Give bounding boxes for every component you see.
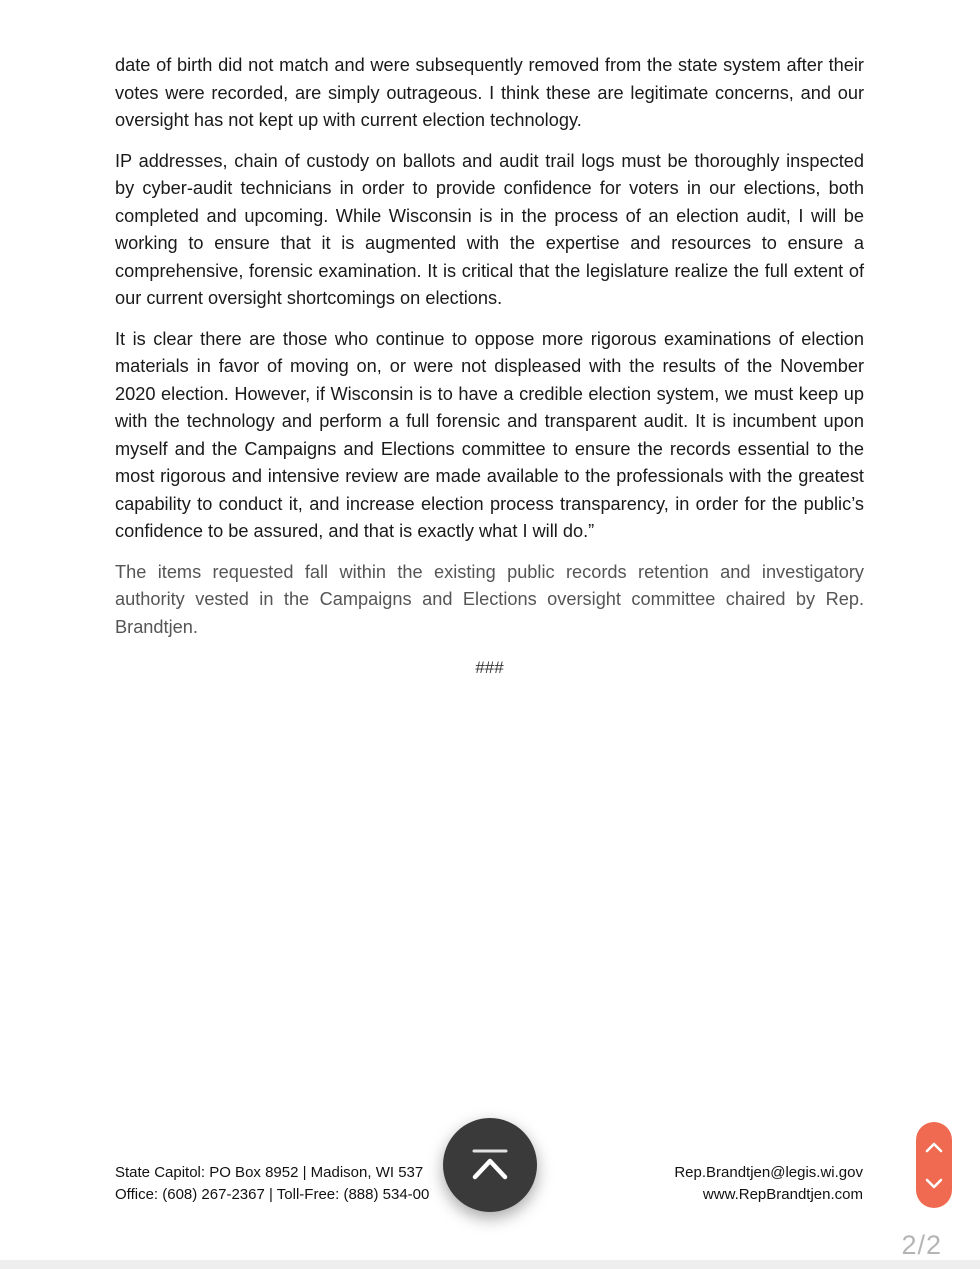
footer-address-line: State Capitol: PO Box 8952 | Madison, WI 537: [115, 1164, 424, 1181]
paragraph-1: date of birth did not match and were subsequently removed from the state system after their votes were recorded, are simply outrageous. I think these are legitimate concerns, and our oversight has not kept up with current election technology.: [115, 55, 864, 130]
next-page-button[interactable]: [916, 1166, 952, 1202]
previous-page-button[interactable]: [916, 1129, 952, 1165]
chevron-down-icon: [925, 1178, 943, 1190]
paragraph-2: IP addresses, chain of custody on ballots and audit trail logs must be thoroughly inspected by cyber-audit technicians in order to provide confidence for voters in our elections, both completed and upcoming. While Wisconsin is in the process of an election audit, I will be working to ensure that it is augmented with the expertise and resources to ensure a comprehensive, forensic examination. It is critical that the legislature realize the full extent of our current oversight shortcomings on elections.: [115, 150, 864, 308]
end-mark: ###: [475, 658, 504, 677]
viewer-bottom-strip: [0, 1260, 980, 1269]
footer-email[interactable]: Rep.Brandtjen@legis.wi.gov: [674, 1164, 863, 1181]
scroll-to-top-icon: [470, 1148, 510, 1182]
document-body: [115, 52, 864, 695]
chevron-up-icon: [925, 1141, 943, 1153]
footer-contact: [674, 1162, 863, 1206]
paragraph-3: It is clear there are those who continue to oppose more rigorous examinations of election materials in favor of moving on, or were not displeased with the results of the November 2020 election. However, if Wisconsin is to have a credible election system, we must keep up with the technology and perform a full forensic and transparent audit. It is incumbent upon myself and the Campaigns and Elections committee to ensure the records essential to the most rigorous and intensive review are made available to the professionals with the greatest capability to conduct it, and increase election process transparency, in order for the public’s confidence to be assured, and that is exactly what I will do.”: [115, 328, 864, 541]
scroll-to-top-button[interactable]: [443, 1118, 537, 1212]
footer-phone-line: Office: (608) 267-2367 | Toll-Free: (888) 534-00: [115, 1186, 430, 1203]
paragraph-4: The items requested fall within the existing public records retention and investigatory authority vested in the Campaigns and Elections oversight committee chaired by Rep. Brandtjen.: [115, 561, 864, 637]
footer-address: [115, 1162, 429, 1206]
page-navigator: [916, 1122, 952, 1208]
page-indicator: 2/2: [901, 1230, 942, 1260]
footer-website[interactable]: www.RepBrandtjen.com: [702, 1186, 863, 1203]
